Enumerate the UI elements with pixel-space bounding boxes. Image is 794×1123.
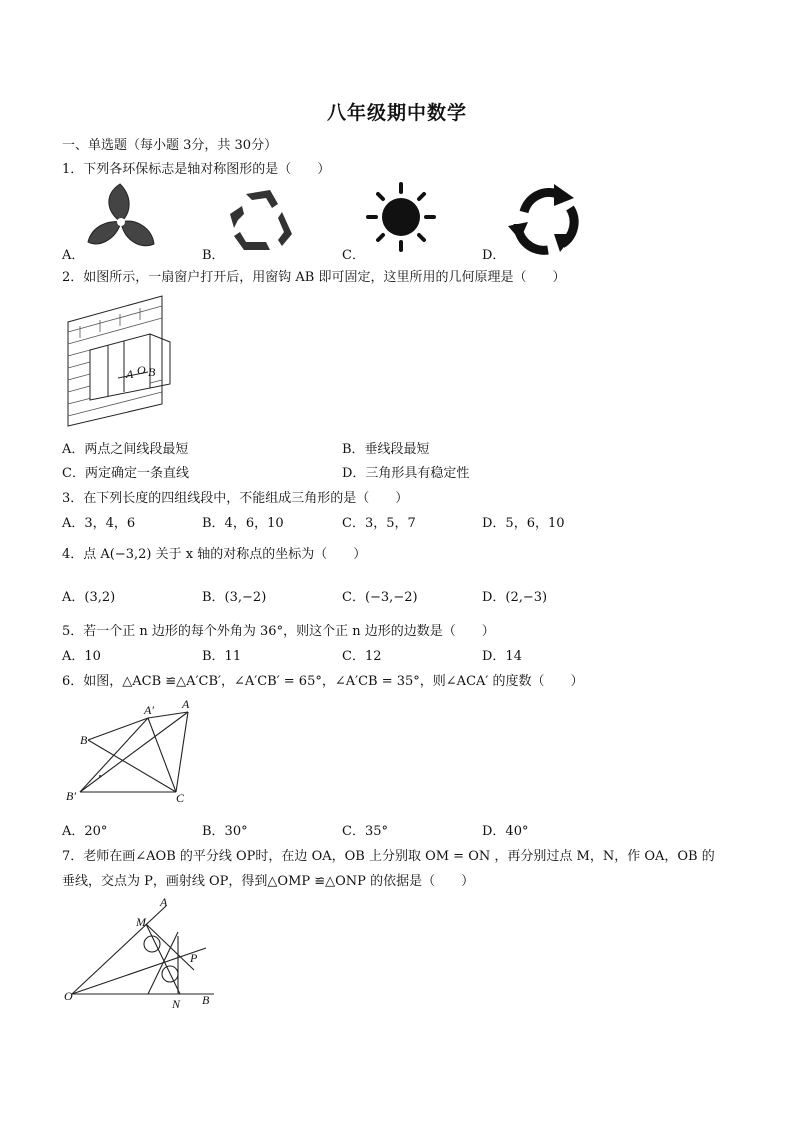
q6-triangle-figure [62, 698, 202, 810]
q3-option-c: C．3，5，7 [342, 516, 416, 531]
q4-option-a: A．(3,2) [62, 590, 116, 605]
q6-option-d: D．40° [482, 824, 529, 839]
q6-option-c: C．35° [342, 824, 388, 839]
q6-stem: 6．如图，△ACB ≌△A′CB′，∠A′CB′ = 65°，∠A′CB = 35°，则∠ACA′ 的度数（ ） [62, 674, 584, 689]
leaf-emblem-icon [86, 182, 156, 256]
q7-label-a: A [160, 895, 168, 909]
q7-label-b: B [202, 993, 210, 1007]
q4-option-c: C．(−3,−2) [342, 590, 418, 605]
q2-option-b: B．垂线段最短 [342, 442, 430, 457]
q7-stem-line1: 7．老师在画∠AOB 的平分线 OP时，在边 OA，OB 上分别取 OM = ON ，再分别过点 M，N，作 OA，OB 的 [62, 849, 715, 864]
page-title: 八年级期中数学 [326, 102, 467, 124]
q2-label-o: O [137, 363, 146, 377]
sun-icon [366, 182, 436, 252]
q1-option-d: D． [482, 248, 506, 263]
section-heading: 一、单选题（每小题 3分，共 30分） [62, 138, 278, 153]
q2-option-d: D．三角形具有稳定性 [342, 466, 470, 481]
q2-label-a: A [126, 367, 134, 381]
q2-label-b: B [148, 365, 156, 379]
q7-label-m: M [136, 915, 146, 929]
q6-label-b: B [80, 733, 88, 747]
q7-label-n: N [172, 997, 181, 1011]
q6-label-a-prime: A′ [144, 703, 154, 717]
q5-stem: 5．若一个正 n 边形的每个外角为 36°，则这个正 n 边形的边数是（ ） [62, 624, 495, 639]
q7-label-o: O [64, 989, 73, 1003]
q4-stem: 4．点 A(−3,2) 关于 x 轴的对称点的坐标为（ ） [62, 547, 367, 562]
q3-option-b: B．4，6，10 [202, 516, 284, 531]
q4-option-d: D．(2,−3) [482, 590, 548, 605]
q2-option-c: C．两定确定一条直线 [62, 466, 189, 481]
circular-arrows-icon [506, 182, 586, 254]
q6-label-c: C [176, 791, 185, 805]
q2-window-figure [62, 292, 182, 426]
q5-option-a: A．10 [62, 649, 101, 664]
q1-stem: 1．下列各环保标志是轴对称图形的是（ ） [62, 162, 331, 177]
q1-option-a: A． [62, 248, 85, 263]
q2-stem: 2．如图所示，一扇窗户打开后，用窗钩 AB 即可固定，这里所用的几何原理是（ ） [62, 270, 566, 285]
q4-option-b: B．(3,−2) [202, 590, 267, 605]
q3-stem: 3．在下列长度的四组线段中，不能组成三角形的是（ ） [62, 491, 409, 506]
q3-option-a: A．3，4，6 [62, 516, 136, 531]
q3-option-d: D．5，6，10 [482, 516, 565, 531]
q6-option-a: A．20° [62, 824, 108, 839]
q1-option-c: C． [342, 248, 365, 263]
q1-option-b: B． [202, 248, 225, 263]
q7-bisector-figure [62, 896, 222, 1012]
q2-option-a: A．两点之间线段最短 [62, 442, 189, 457]
q7-stem-line2: 垂线，交点为 P，画射线 OP，得到△OMP ≌△ONP 的依据是（ ） [62, 874, 475, 889]
q6-label-b-prime: B′ [66, 789, 76, 803]
q6-label-a: A [182, 697, 190, 711]
q6-option-b: B．30° [202, 824, 248, 839]
q5-option-d: D．14 [482, 649, 522, 664]
recycle-arrows-icon [226, 184, 296, 254]
q5-option-c: C．12 [342, 649, 382, 664]
q5-option-b: B．11 [202, 649, 242, 664]
q7-label-p: P [190, 951, 198, 965]
